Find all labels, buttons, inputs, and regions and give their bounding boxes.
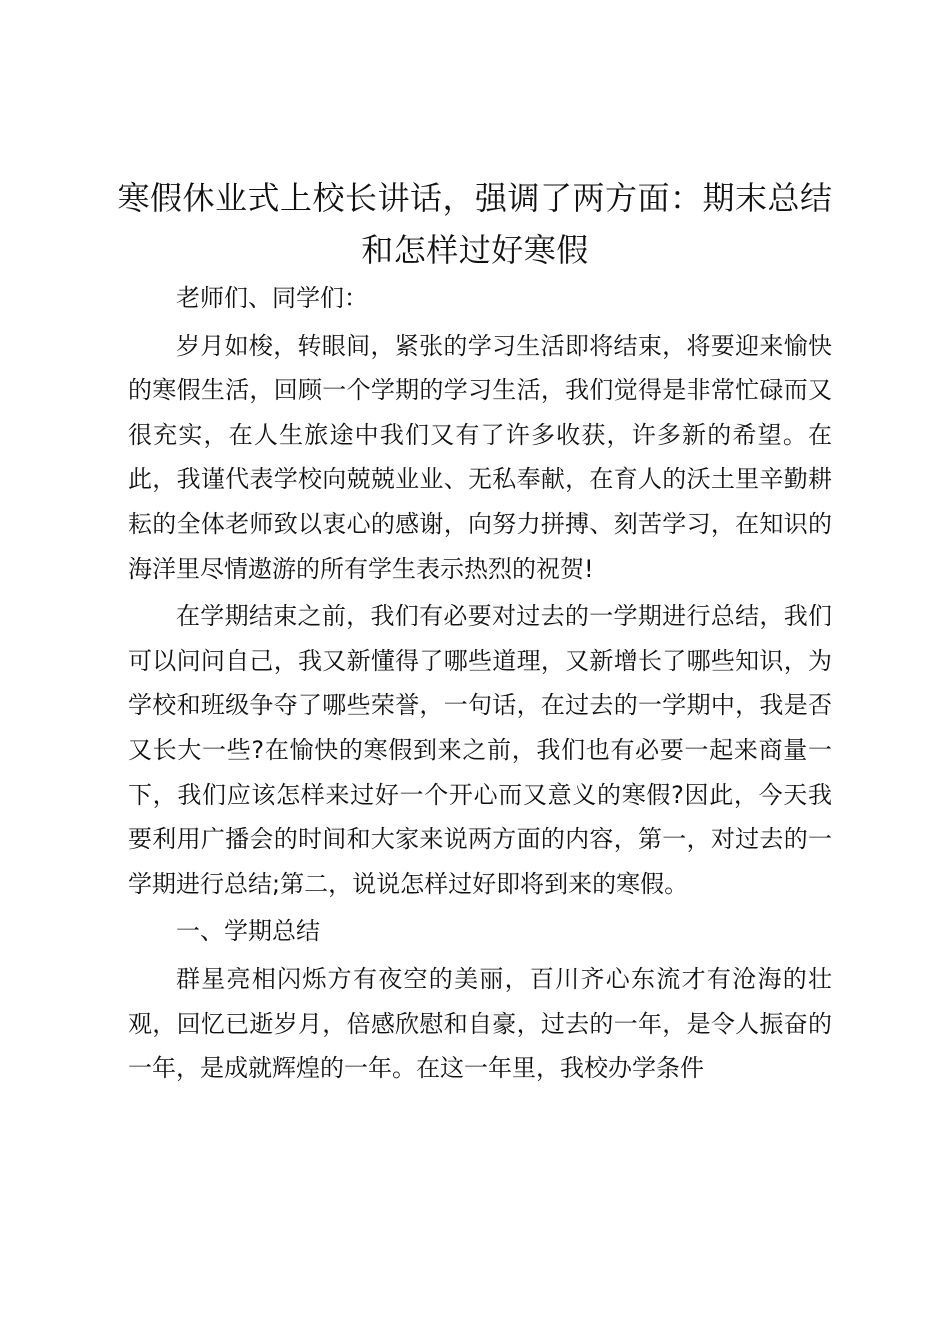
- document-body: [128, 276, 832, 1091]
- body-paragraph-1: 岁月如梭，转眼间，紧张的学习生活即将结束，将要迎来愉快的寒假生活，回顾一个学期的学习生活，我们觉得是非常忙碌而又很充实，在人生旅途中我们又有了许多收获，许多新的希望。在此，我谨代表学校向兢兢业业、无私奉献，在育人的沃土里辛勤耕耘的全体老师致以衷心的感谢，向努力拼搏、刻苦学习，在知识的海洋里尽情遨游的所有学生表示热烈的祝贺!: [128, 331, 832, 583]
- document-title: 寒假休业式上校长讲话，强调了两方面：期末总结和怎样过好寒假: [117, 179, 833, 269]
- body-paragraph-2: 在学期结束之前，我们有必要对过去的一学期进行总结，我们可以问问自己，我又新懂得了哪些道理，又新增长了哪些知识，为学校和班级争夺了哪些荣誉，一句话，在过去的一学期中，我是否又长大一些?在愉快的寒假到来之前，我们也有必要一起来商量一下，我们应该怎样来过好一个开心而又意义的寒假?因此，今天我要利用广播会的时间和大家来说两方面的内容，第一，对过去的一学期进行总结;第二，说说怎样过好即将到来的寒假。: [128, 602, 832, 898]
- section-paragraph: 群星亮相闪烁方有夜空的美丽，百川齐心东流才有沧海的壮观，回忆已逝岁月，倍感欣慰和自豪，过去的一年，是令人振奋的一年，是成就辉煌的一年。在这一年里，我校办学条件: [128, 964, 832, 1083]
- salutation: 老师们、同学们：: [176, 284, 368, 312]
- section-heading: 一、学期总结: [176, 917, 320, 946]
